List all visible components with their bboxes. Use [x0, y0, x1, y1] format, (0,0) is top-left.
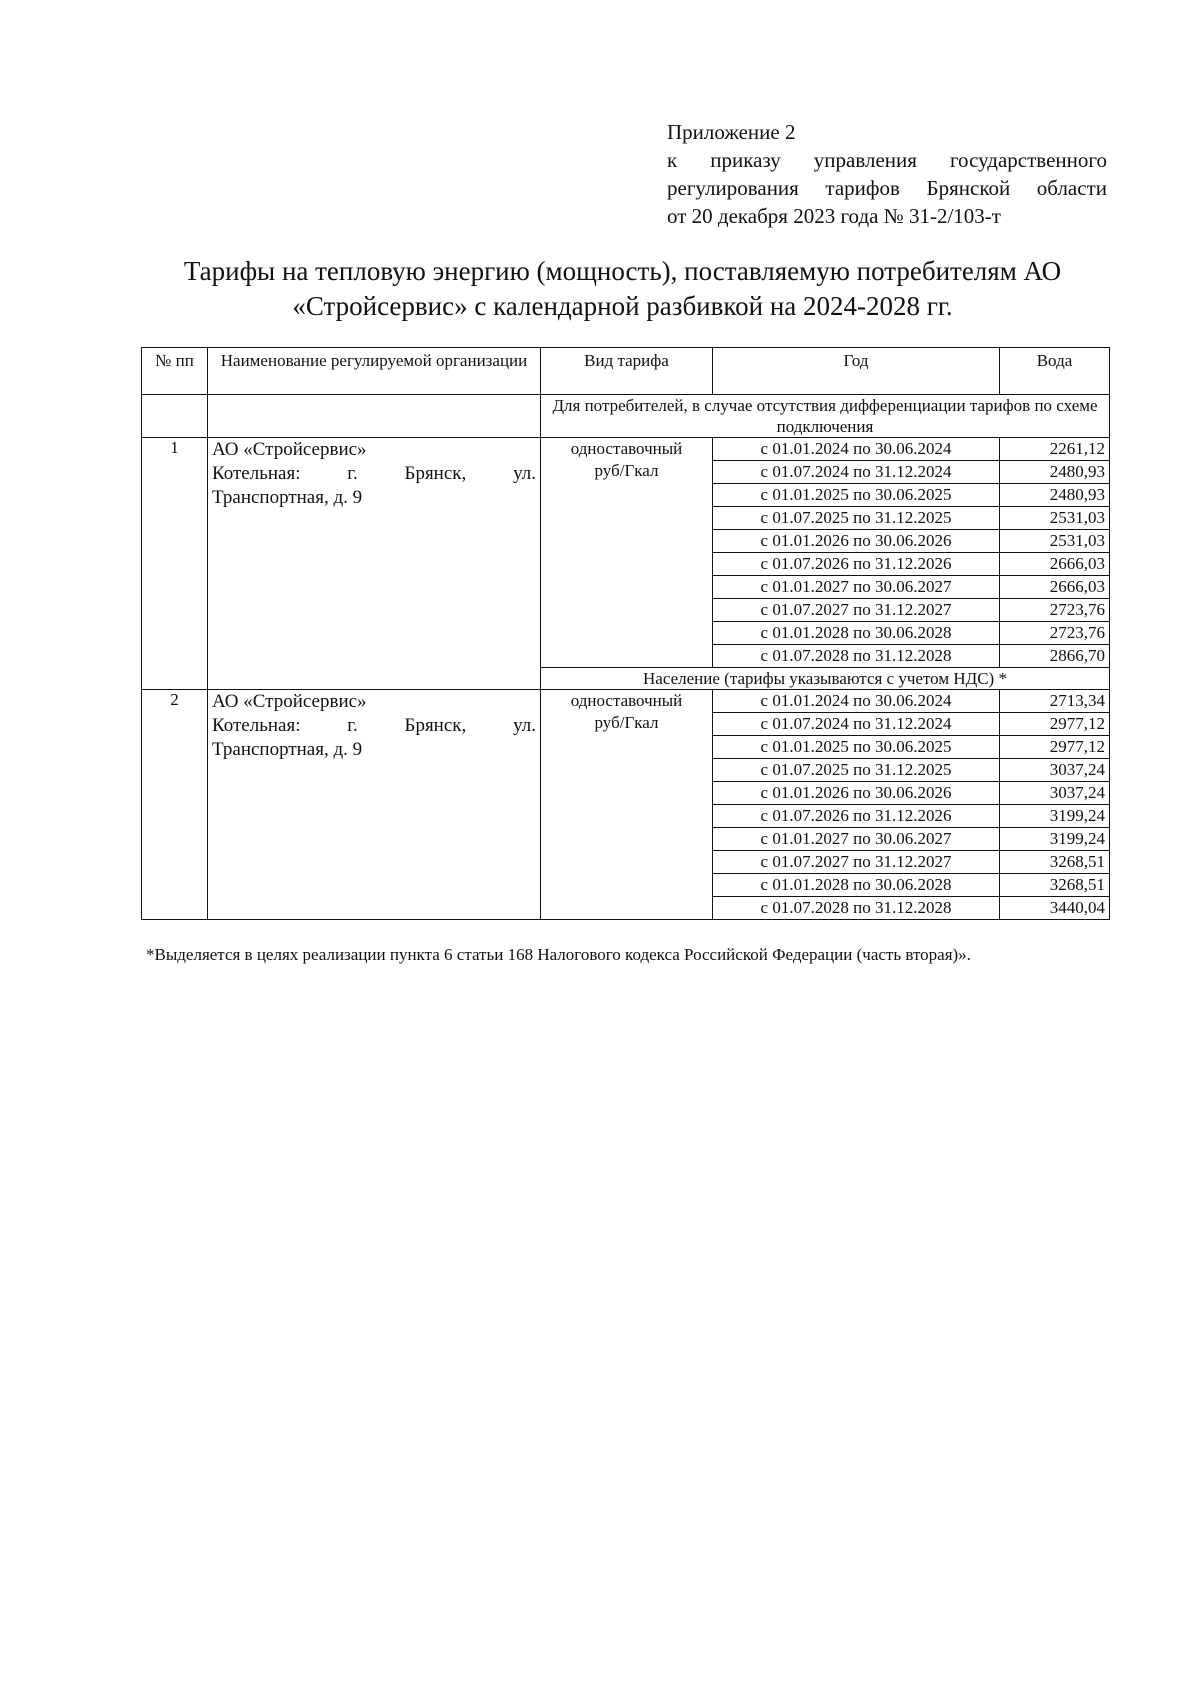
period-cell: с 01.01.2024 по 30.06.2024 [713, 438, 1000, 461]
water-value-cell: 3199,24 [1000, 828, 1110, 851]
period-cell: с 01.07.2025 по 31.12.2025 [713, 759, 1000, 782]
footnote: *Выделяется в целях реализации пункта 6 статьи 168 Налогового кодекса Российской Федерации (часть вторая)». [146, 945, 971, 964]
org-cell [208, 438, 541, 690]
col-header-org: Наименование регулируемой организации [208, 348, 541, 395]
period-cell: с 01.01.2028 по 30.06.2028 [713, 622, 1000, 645]
org-address-line: Транспортная, д. 9 [212, 487, 363, 508]
period-cell: с 01.01.2025 по 30.06.2025 [713, 484, 1000, 507]
tariff-kind: одноставочный [570, 439, 683, 458]
period-cell: с 01.01.2027 по 30.06.2027 [713, 576, 1000, 599]
water-value-cell: 2666,03 [1000, 553, 1110, 576]
water-value-cell: 2666,03 [1000, 576, 1110, 599]
water-value-cell: 2531,03 [1000, 507, 1110, 530]
period-cell: с 01.07.2027 по 31.12.2027 [713, 851, 1000, 874]
water-value-cell: 2480,93 [1000, 461, 1110, 484]
col-header-num: № пп [142, 348, 208, 395]
tariff-kind-cell [541, 690, 713, 920]
tariff-unit: руб/Гкал [594, 713, 659, 732]
water-value-cell: 3268,51 [1000, 851, 1110, 874]
row-number: 2 [142, 690, 208, 920]
appendix-line: Приложение 2 [667, 120, 796, 144]
empty-cell [208, 395, 541, 438]
water-value-cell: 2723,76 [1000, 599, 1110, 622]
period-cell: с 01.07.2025 по 31.12.2025 [713, 507, 1000, 530]
tariff-table [141, 347, 1110, 920]
section-heading-row [142, 395, 1110, 438]
water-value-cell: 2977,12 [1000, 713, 1110, 736]
org-address-line: Транспортная, д. 9 [212, 739, 363, 760]
appendix-line: от 20 декабря 2023 года № 31-2/103-т [667, 204, 1001, 228]
water-value-cell: 3037,24 [1000, 759, 1110, 782]
empty-cell [142, 395, 208, 438]
period-cell: с 01.01.2024 по 30.06.2024 [713, 690, 1000, 713]
tariff-kind: одноставочный [570, 691, 683, 710]
document-title: Тарифы на тепловую энергию (мощность), поставляемую потребителям АО «Стройсервис» с календарной разбивкой на 2024-2028 гг. [183, 256, 1062, 321]
period-cell: с 01.01.2026 по 30.06.2026 [713, 782, 1000, 805]
tariff-table-body [142, 395, 1110, 920]
water-value-cell: 2531,03 [1000, 530, 1110, 553]
water-value-cell: 3199,24 [1000, 805, 1110, 828]
period-cell: с 01.07.2027 по 31.12.2027 [713, 599, 1000, 622]
water-value-cell: 3440,04 [1000, 897, 1110, 920]
tariff-unit: руб/Гкал [594, 461, 659, 480]
period-cell: с 01.07.2028 по 31.12.2028 [713, 645, 1000, 668]
org-name: АО «Стройсервис» [212, 691, 367, 712]
appendix-block [667, 118, 1107, 230]
org-address-line: Котельная: г. Брянск, ул. [212, 715, 536, 736]
org-address-line: Котельная: г. Брянск, ул. [212, 463, 536, 484]
water-value-cell: 2977,12 [1000, 736, 1110, 759]
col-header-year: Год [713, 348, 1000, 395]
water-value-cell: 3268,51 [1000, 874, 1110, 897]
water-value-cell: 2713,34 [1000, 690, 1110, 713]
section-heading: Для потребителей, в случае отсутствия дифференциации тарифов по схеме подключения [541, 395, 1110, 438]
col-header-kind: Вид тарифа [541, 348, 713, 395]
table-header-row [142, 348, 1110, 395]
period-cell: с 01.07.2024 по 31.12.2024 [713, 713, 1000, 736]
period-cell: с 01.07.2024 по 31.12.2024 [713, 461, 1000, 484]
water-value-cell: 3037,24 [1000, 782, 1110, 805]
appendix-line: регулирования тарифов Брянской области [667, 176, 1107, 200]
section-heading: Население (тарифы указываются с учетом НДС) * [541, 668, 1110, 690]
tariff-kind-cell [541, 438, 713, 668]
period-cell: с 01.07.2028 по 31.12.2028 [713, 897, 1000, 920]
water-value-cell: 2261,12 [1000, 438, 1110, 461]
water-value-cell: 2480,93 [1000, 484, 1110, 507]
period-cell: с 01.01.2028 по 30.06.2028 [713, 874, 1000, 897]
appendix-line: к приказу управления государственного [667, 148, 1107, 172]
row-number: 1 [142, 438, 208, 690]
table-row [142, 438, 1110, 461]
col-header-water: Вода [1000, 348, 1110, 395]
water-value-cell: 2866,70 [1000, 645, 1110, 668]
org-name: АО «Стройсервис» [212, 439, 367, 460]
org-cell [208, 690, 541, 920]
period-cell: с 01.07.2026 по 31.12.2026 [713, 553, 1000, 576]
period-cell: с 01.07.2026 по 31.12.2026 [713, 805, 1000, 828]
period-cell: с 01.01.2027 по 30.06.2027 [713, 828, 1000, 851]
period-cell: с 01.01.2025 по 30.06.2025 [713, 736, 1000, 759]
table-row [142, 690, 1110, 713]
period-cell: с 01.01.2026 по 30.06.2026 [713, 530, 1000, 553]
water-value-cell: 2723,76 [1000, 622, 1110, 645]
